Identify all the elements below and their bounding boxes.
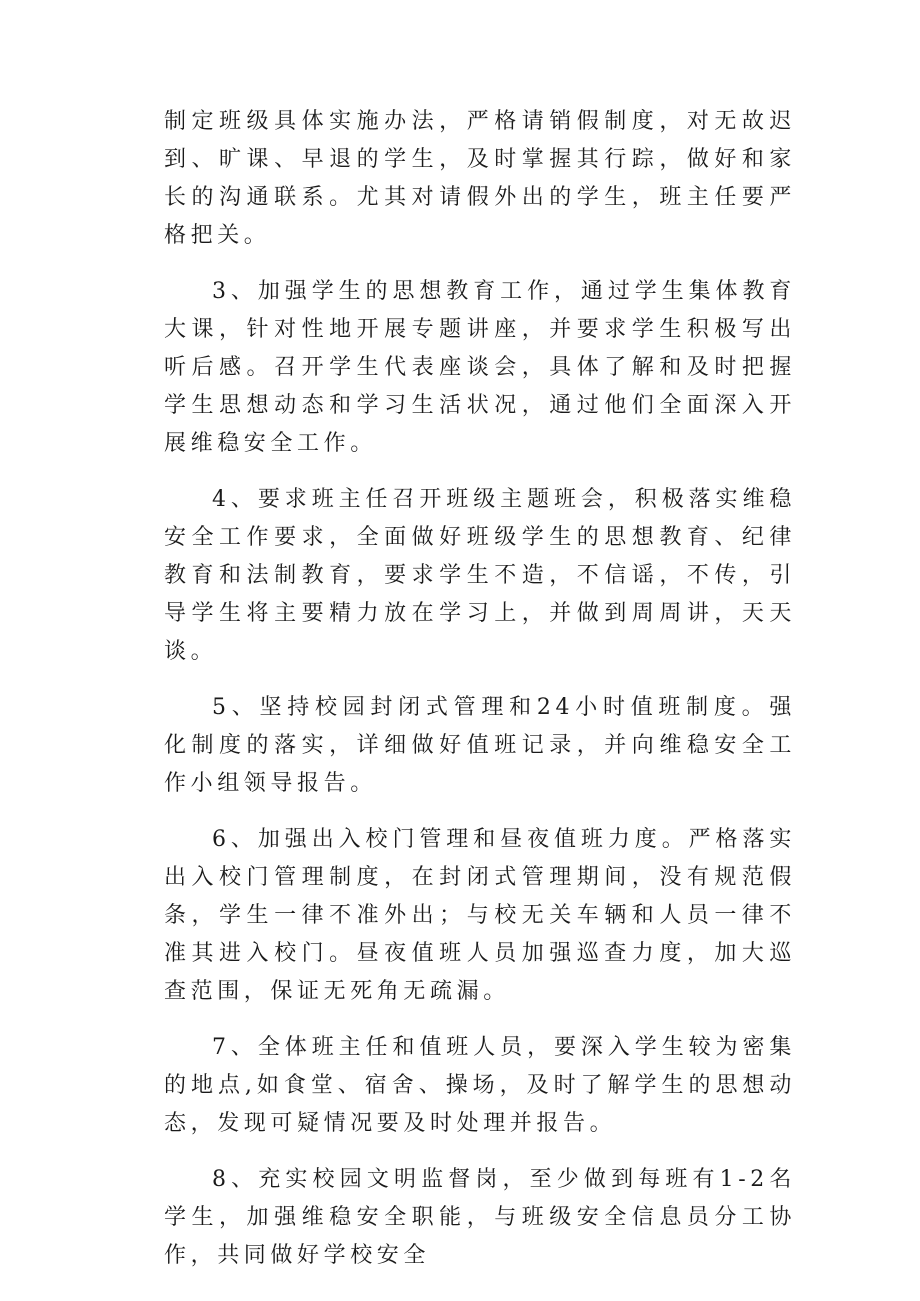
- paragraph-item-4: 4、要求班主任召开班级主题班会，积极落实维稳安全工作要求，全面做好班级学生的思想教育、纪律教育和法制教育，要求学生不造，不信谣，不传，引导学生将主要精力放在学习上，并做到周周讲，天天谈。: [164, 487, 796, 664]
- paragraph-continuation: 制定班级具体实施办法，严格请销假制度，对无故迟到、旷课、早退的学生，及时掌握其行踪，做好和家长的沟通联系。尤其对请假外出的学生，班主任要严格把关。: [164, 109, 796, 248]
- paragraph-item-3: 3、加强学生的思想教育工作，通过学生集体教育大课，针对性地开展专题讲座，并要求学生积极写出听后感。召开学生代表座谈会，具体了解和及时把握学生思想动态和学习生活状况，通过他们全面深入开展维稳安全工作。: [164, 279, 796, 456]
- document-body: [164, 103, 796, 1275]
- paragraph-item-7: 7、全体班主任和值班人员，要深入学生较为密集的地点,如食堂、宿舍、操场，及时了解学生的思想动态，发现可疑情况要及时处理并报告。: [164, 1035, 796, 1136]
- paragraph-item-5: 5、坚持校园封闭式管理和24小时值班制度。强化制度的落实，详细做好值班记录，并向维稳安全工作小组领导报告。: [164, 695, 796, 796]
- paragraph-item-8: 8、充实校园文明监督岗，至少做到每班有1-2名学生，加强维稳安全职能，与班级安全信息员分工协作，共同做好学校安全: [164, 1167, 796, 1268]
- paragraph-item-6: 6、加强出入校门管理和昼夜值班力度。严格落实出入校门管理制度，在封闭式管理期间，没有规范假条，学生一律不准外出；与校无关车辆和人员一律不准其进入校门。昼夜值班人员加强巡查力度，加大巡查范围，保证无死角无疏漏。: [164, 827, 796, 1004]
